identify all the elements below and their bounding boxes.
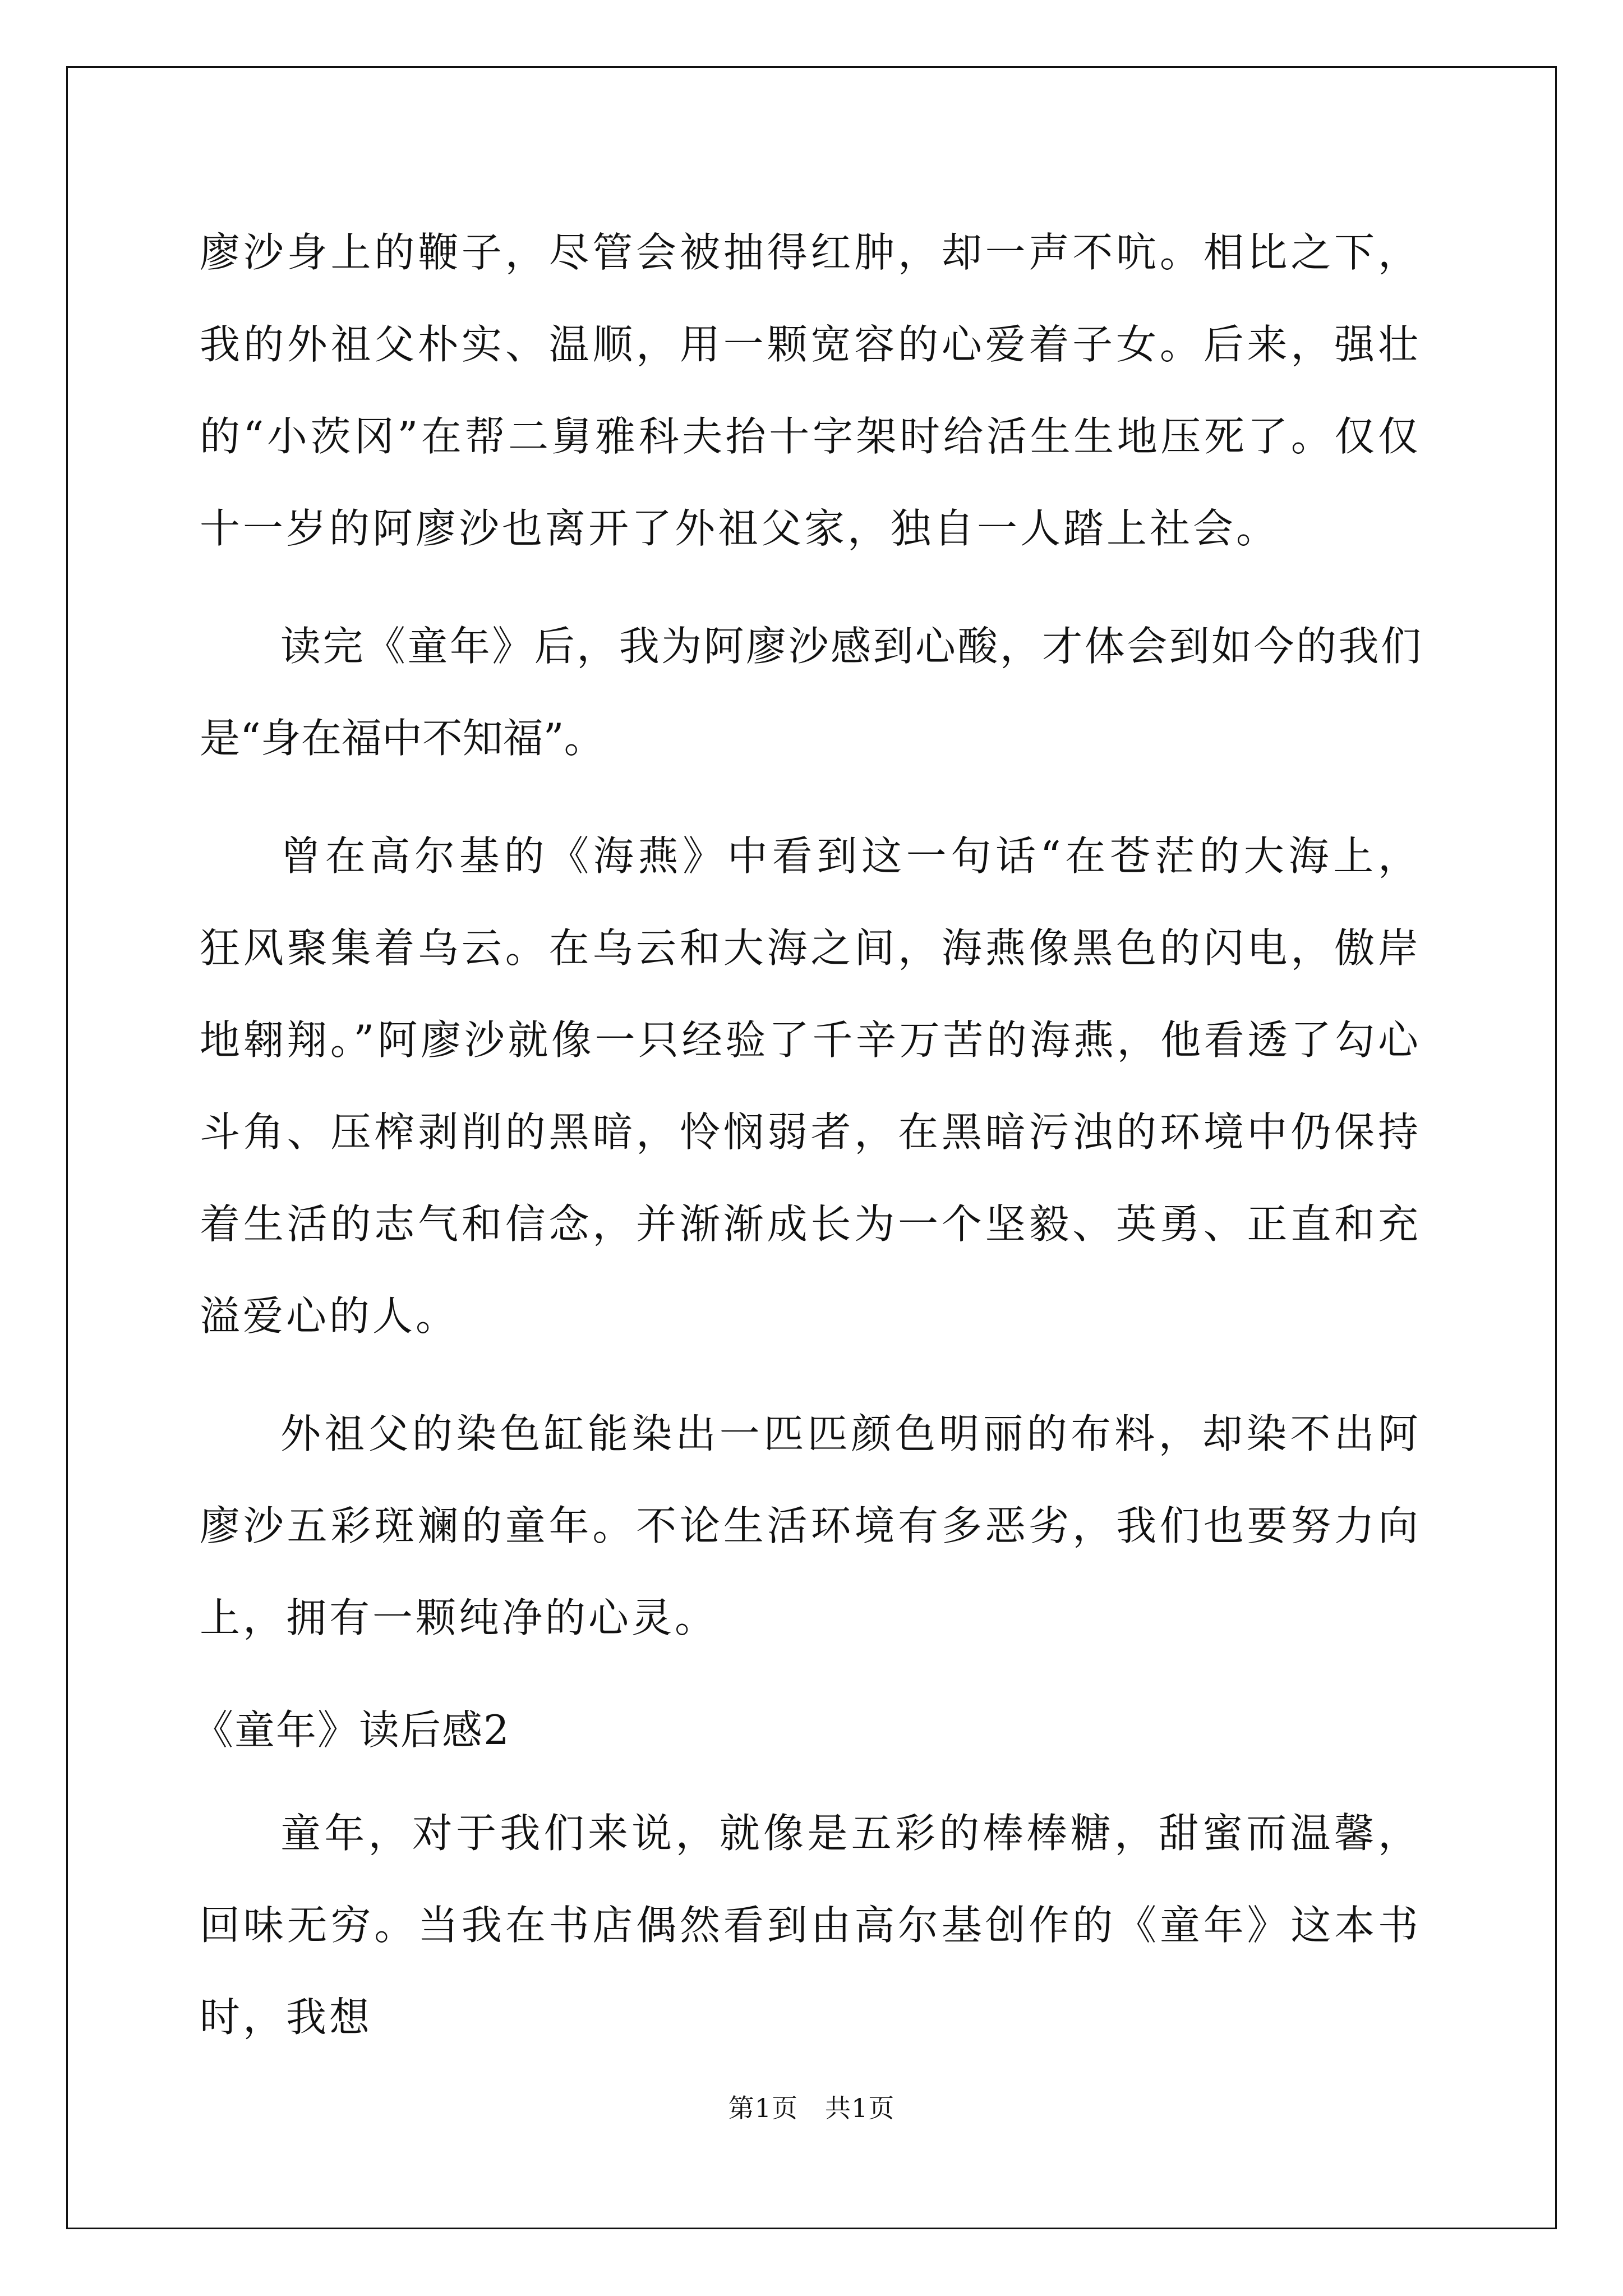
document-body bbox=[193, 206, 1421, 2089]
paragraph-3: 曾在高尔基的《海燕》中看到这一句话“在苍茫的大海上，狂风聚集着乌云。在乌云和大海之间，海燕像黑色的闪电，傲岸地翱翔。”阿廖沙就像一只经验了千辛万苦的海燕，他看透了勾心斗角、压榨剥削的黑暗，怜悯弱者，在黑暗污浊的环境中仍保持着生活的志气和信念，并渐渐成长为一个坚毅、英勇、正直和充溢爱心的人。 bbox=[200, 832, 1421, 1340]
paragraph-5: 童年，对于我们来说，就像是五彩的棒棒糖，甜蜜而温馨，回味无穷。当我在书店偶然看到由高尔基创作的《童年》这本书时，我想 bbox=[200, 1810, 1421, 2041]
paragraph-4: 外祖父的染色缸能染出一匹匹颜色明丽的布料，却染不出阿廖沙五彩斑斓的童年。不论生活环境有多恶劣，我们也要努力向上，拥有一颗纯净的心灵。 bbox=[200, 1410, 1421, 1641]
paragraph-2: 读完《童年》后，我为阿廖沙感到心酸，才体会到如今的我们是“身在福中不知福”。 bbox=[200, 623, 1421, 762]
page-footer bbox=[0, 2088, 1623, 2125]
page-number: 第1页 bbox=[728, 2093, 798, 2123]
paragraph-1: 廖沙身上的鞭子，尽管会被抽得红肿，却一声不吭。相比之下，我的外祖父朴实、温顺，用一颗宽容的心爱着子女。后来，强壮的“小茨冈”在帮二舅雅科夫抬十字架时给活生生地压死了。仅仅十一岁的阿廖沙也离开了外祖父家，独自一人踏上社会。 bbox=[200, 229, 1421, 552]
page-total: 共1页 bbox=[825, 2093, 895, 2123]
section-heading: 《童年》读后感2 bbox=[193, 1706, 510, 1754]
